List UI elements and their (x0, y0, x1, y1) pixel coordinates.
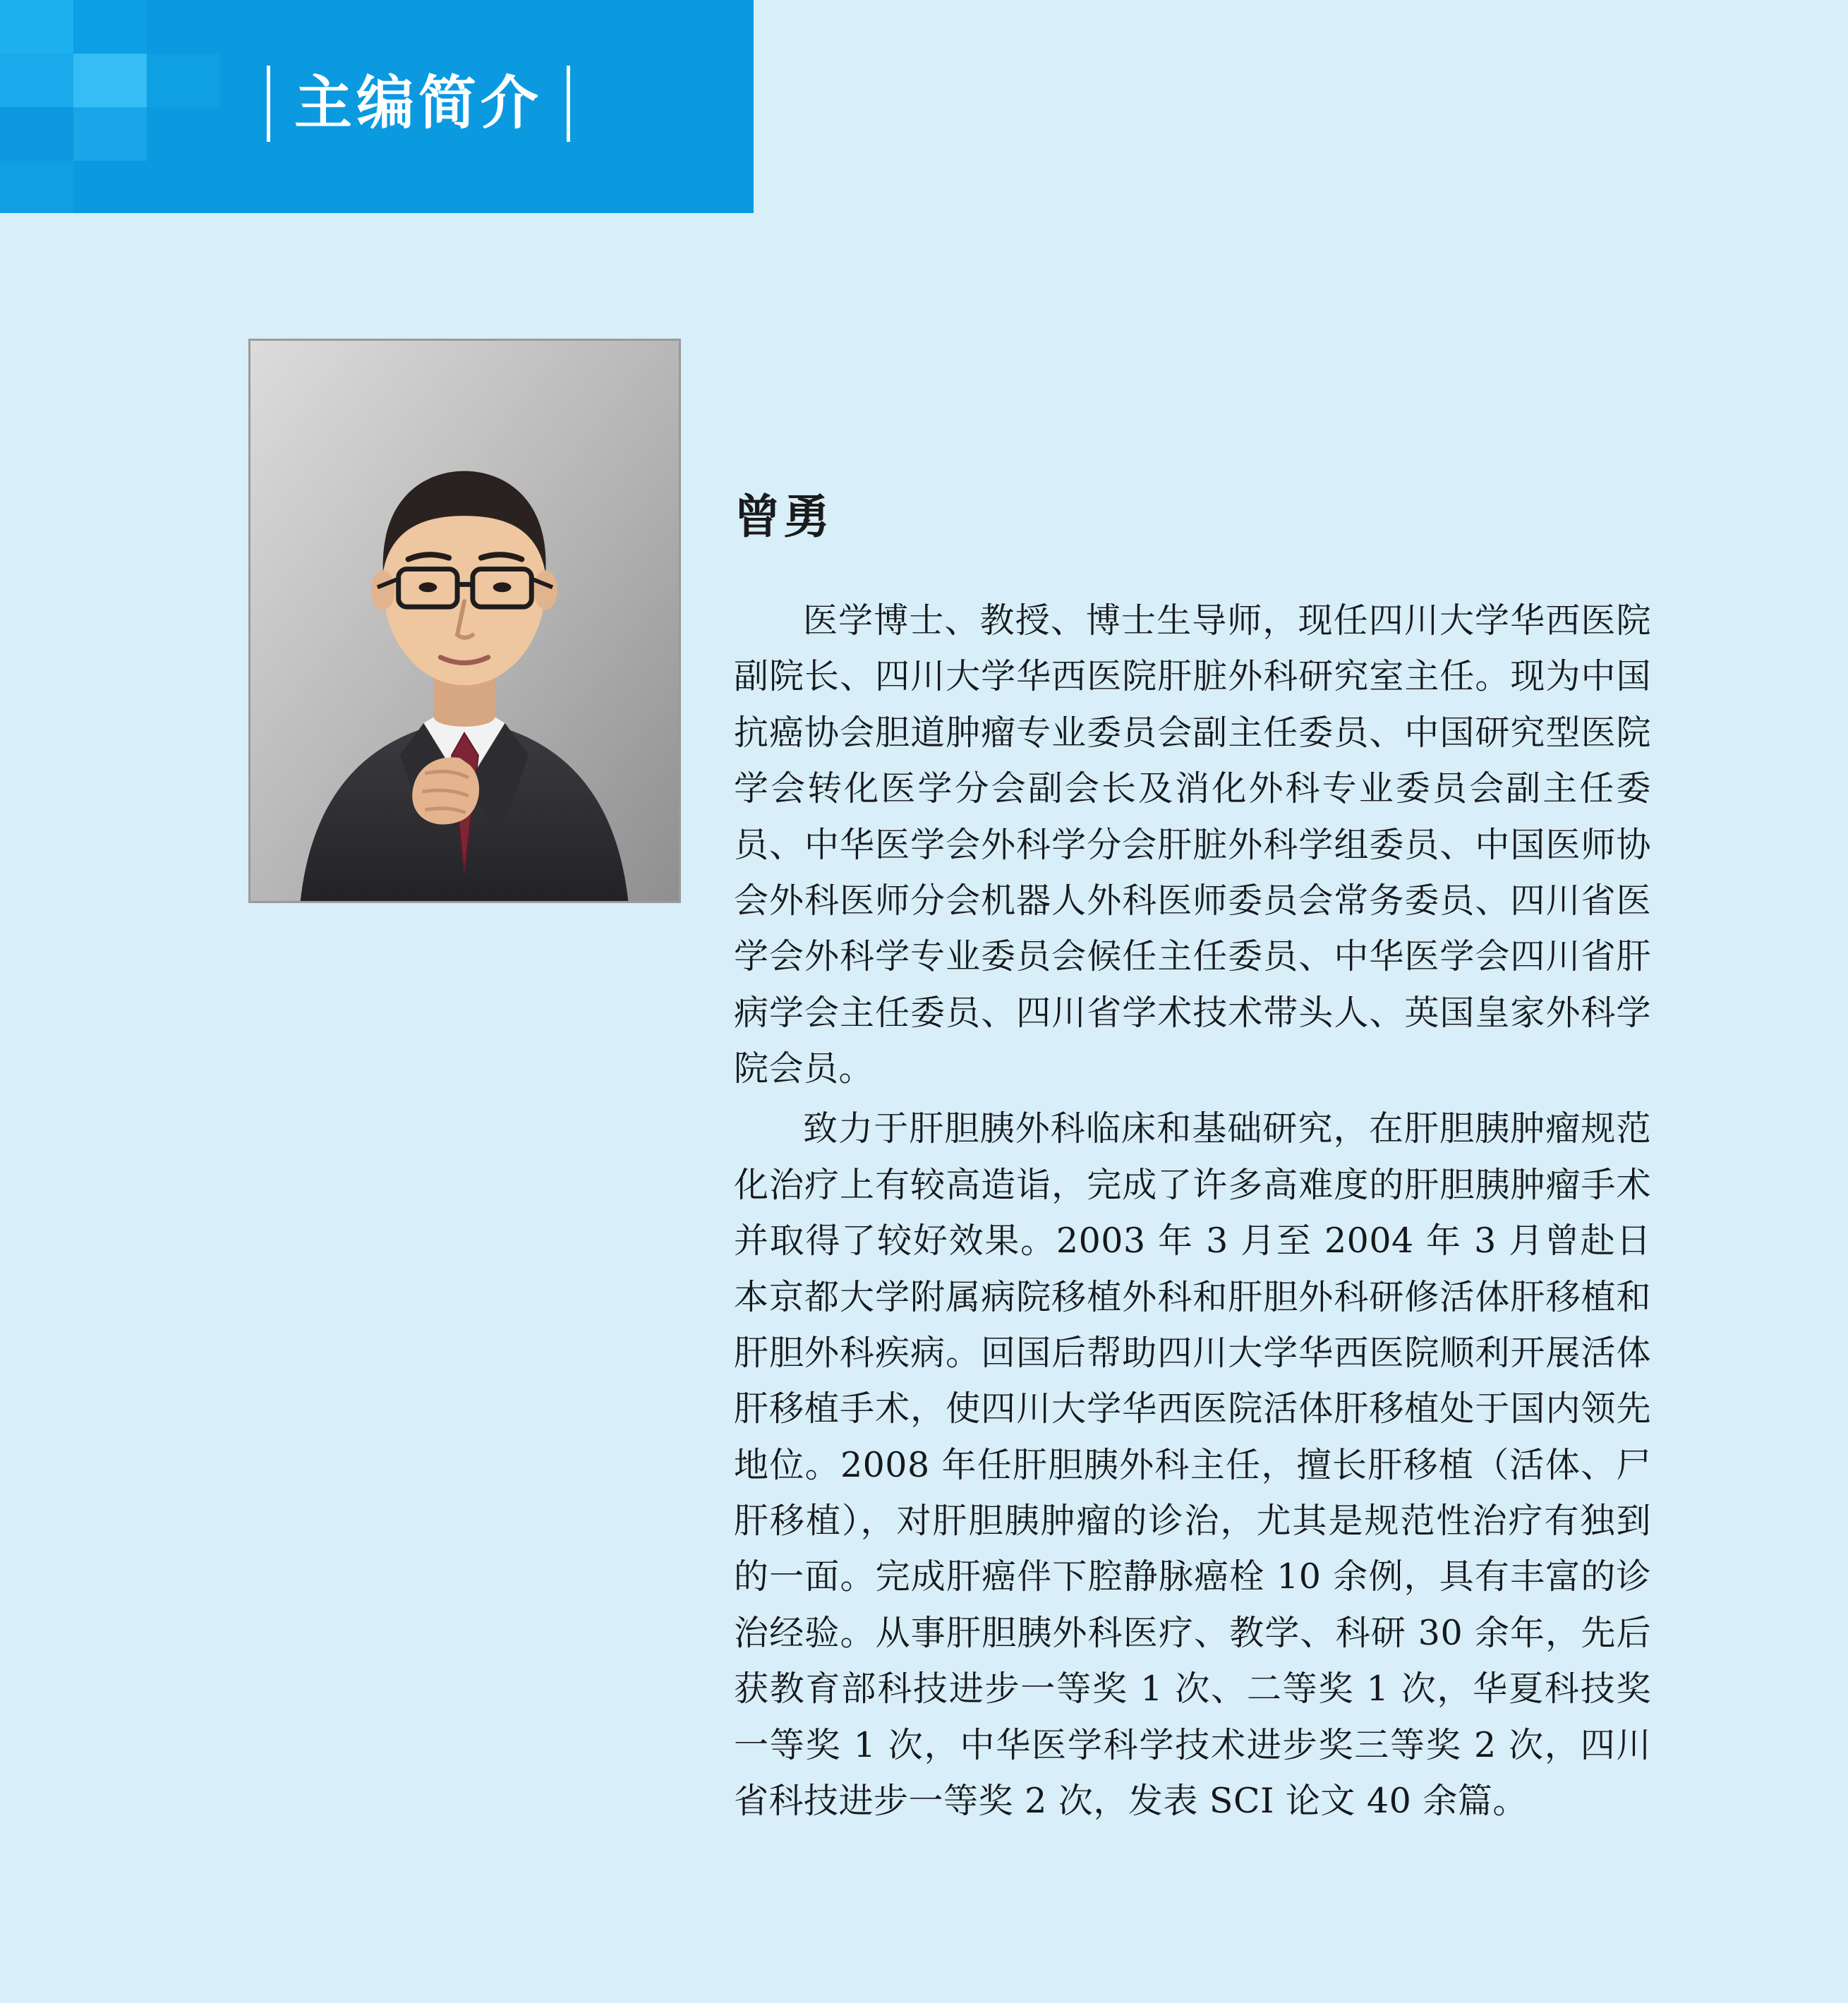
editor-name: 曾勇 (734, 490, 833, 544)
header-title-group (267, 58, 570, 150)
bio-paragraph-2: 致力于肝胆胰外科临床和基础研究，在肝胆胰肿瘤规范化治疗上有较高造诣，完成了许多高难度的肝胆胰肿瘤手术并取得了较好效果。2003 年 3 月至 2004 年 3 月曾赴日本京都大学附属病院移植外科和肝胆外科研修活体肝移植和肝胆外科疾病。回国后帮助四川大学华西医院顺利开展活体肝移植手术，使四川大学华西医院活体肝移植处于国内领先地位。2008 年任肝胆胰外科主任，擅长肝移植（活体、尸肝移植），对肝胆胰肿瘤的诊治，尤其是规范性治疗有独到的一面。完成肝癌伴下腔静脉癌栓 10 余例，具有丰富的诊治经验。从事肝胆胰外科医疗、教学、科研 30 余年，先后获教育部科技进步一等奖 1 次、二等奖 1 次，华夏科技奖一等奖 1 次，中华医学科学技术进步奖三等奖 2 次，四川省科技进步一等奖 2 次，发表 SCI 论文 40 余篇。 (734, 1108, 1651, 1821)
title-rule-right (567, 66, 570, 142)
portrait-illustration (250, 341, 679, 901)
bio-paragraph-1: 医学博士、教授、博士生导师，现任四川大学华西医院副院长、四川大学华西医院肝脏外科研究室主任。现为中国抗癌协会胆道肿瘤专业委员会副主任委员、中国研究型医院学会转化医学分会副会长及消化外科专业委员会副主任委员、中华医学会外科学分会肝脏外科学组委员、中国医师协会外科医师分会机器人外科医师委员会常务委员、四川省医学会外科学专业委员会候任主任委员、中华医学会四川省肝病学会主任委员、四川省学术技术带头人、英国皇家外科学院会员。 (734, 600, 1651, 1089)
title-rule-left (267, 66, 270, 142)
page-header (0, 0, 754, 213)
page-title: 主编简介 (294, 70, 543, 137)
mosaic-decoration (0, 0, 296, 213)
portrait-photo (248, 339, 681, 903)
editor-bio (734, 490, 1651, 1833)
